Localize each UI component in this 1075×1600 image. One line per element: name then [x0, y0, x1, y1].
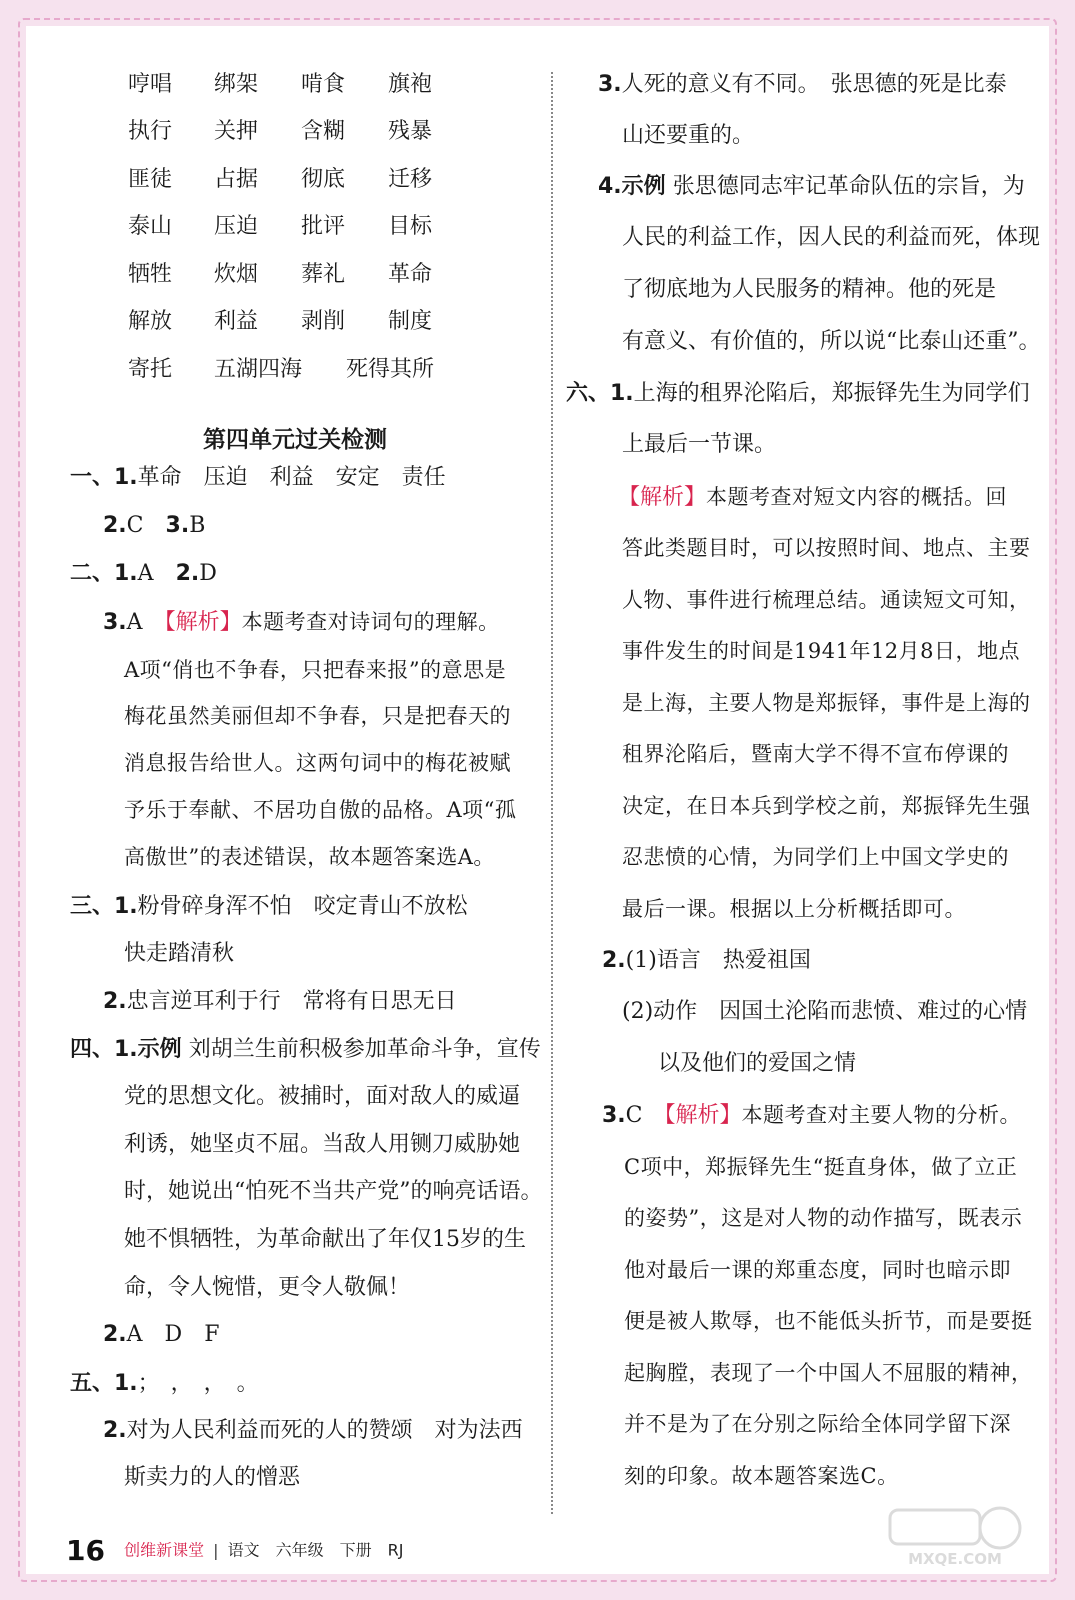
vocab-row [0, 300, 540, 344]
analysis-text: 最后一课。根据以上分析概括即可。 [622, 897, 966, 921]
brand-name: 创维新课堂 [124, 1540, 205, 1560]
analysis-text: 便是被人欺辱，也不能低头折节，而是要挺 [624, 1309, 1033, 1333]
answer-line [70, 1362, 259, 1406]
section-heading: 第四单元过关检测 [203, 427, 387, 453]
question-number: 2. [602, 948, 626, 973]
vocab-word: 目标 [388, 214, 433, 239]
analysis-text: 本题考查对主要人物的分析。 [741, 1103, 1022, 1127]
answer-text: 人死的意义有不同。 张思德的死是比泰 [621, 72, 1007, 97]
answer-line [598, 165, 1025, 209]
analysis-text: 本题考查对短文内容的概括。回 [706, 485, 1008, 509]
answer-text: ； ， ， 。 [137, 1371, 259, 1396]
vocab-word: 泰山 [128, 214, 173, 239]
answer-text: 斯卖力的人的憎恶 [124, 1465, 301, 1490]
answer-text: 以及他们的爱国之情 [658, 1051, 857, 1076]
vocab-word: 批评 [301, 214, 346, 239]
answer-text: (2)动作 因国土沦陷而悲愤、难过的心情 [622, 999, 1028, 1024]
answer-line [70, 552, 217, 596]
vocab-word: 匪徒 [128, 167, 173, 192]
answer-text: 刘胡兰生前积极参加革命斗争，宣传 [188, 1037, 541, 1062]
answer-text: 张思德同志牢记革命队伍的宗旨，为 [672, 174, 1025, 199]
analysis-text: C项中，郑振铎先生“挺直身体，做了立正 [624, 1155, 1018, 1179]
vocab-row [0, 348, 540, 392]
vocab-word: 绑架 [214, 72, 259, 97]
question-number: 3. [165, 513, 190, 538]
analysis-text: 人物、事件进行梳理总结。通读短文可知， [622, 588, 1031, 612]
question-number: 2. [103, 513, 127, 538]
vocab-row [0, 205, 540, 249]
answer-text: D [199, 561, 217, 586]
vocab-word: 执行 [128, 119, 173, 144]
analysis-text: A项“俏也不争春，只把春来报”的意思是 [124, 658, 507, 682]
question-number: 2. [103, 1418, 127, 1443]
vocab-word: 迁移 [388, 167, 433, 192]
question-number: 3. [602, 1103, 626, 1128]
answer-text: C [126, 513, 166, 538]
analysis-text: 并不是为了在分别之际给全体同学留下深 [624, 1412, 1011, 1436]
answer-text: 革命 压迫 利益 安定 责任 [137, 465, 446, 490]
answer-text: 快走踏清秋 [124, 941, 235, 966]
analysis-text: 忍悲愤的心情，为同学们上中国文学史的 [622, 845, 1009, 869]
answer-text: 党的思想文化。被捕时，面对敌人的威逼 [124, 1084, 521, 1109]
answer-text: 利诱，她坚贞不屈。当敌人用铡刀威胁她 [124, 1132, 521, 1157]
answer-text: 对为人民利益而死的人的赞颂 对为法西 [126, 1418, 523, 1443]
answer-line [103, 600, 500, 644]
vocab-word: 占据 [214, 167, 259, 192]
answer-line [103, 504, 205, 548]
question-number: 2. [175, 561, 200, 586]
analysis-text: 本题考查对诗词句的理解。 [241, 610, 500, 634]
answer-text: 粉骨碎身浑不怕 咬定青山不放松 [137, 894, 468, 919]
vocab-word: 哼唱 [128, 72, 173, 97]
answer-text: 人民的利益工作，因人民的利益而死，体现 [622, 225, 1041, 250]
vocab-word: 葬礼 [301, 262, 346, 287]
vocab-word: 解放 [128, 309, 173, 334]
vocab-word: 牺牲 [128, 262, 173, 287]
vocab-word: 炊烟 [214, 262, 259, 287]
answer-text: A [126, 610, 165, 635]
answer-text: 命，令人惋惜，更令人敬佩！ [124, 1275, 411, 1300]
answer-line [103, 980, 457, 1024]
answer-text: 上最后一节课。 [622, 432, 777, 457]
answer-text: B [189, 513, 206, 538]
book-info: 语文 六年级 下册 RJ [227, 1540, 404, 1560]
answer-line [70, 885, 468, 929]
vocab-row [0, 158, 540, 202]
vocab-word: 压迫 [214, 214, 259, 239]
answer-line [103, 1313, 219, 1357]
vocab-word: 含糊 [301, 119, 346, 144]
answer-text: 山还要重的。 [622, 123, 755, 148]
vocab-word: 剥削 [301, 309, 346, 334]
answer-text: A D F [126, 1322, 220, 1347]
answer-line [70, 456, 446, 500]
example-tag: 示例 [137, 1037, 182, 1062]
answer-line [602, 939, 811, 983]
answer-text: 上海的租界沦陷后，郑振铎先生为同学们 [633, 381, 1030, 406]
answer-text: 时，她说出“怕死不当共产党”的响亮话语。 [124, 1179, 543, 1204]
answer-text: 她不惧牺牲，为革命献出了年仅15岁的生 [124, 1227, 526, 1252]
page-footer [66, 1530, 404, 1570]
analysis-label: 【解析】 [618, 485, 707, 510]
question-number: 四、1. [70, 1037, 138, 1062]
analysis-text: 事件发生的时间是1941年12月8日，地点 [622, 639, 1021, 663]
answer-line [103, 1409, 523, 1453]
vocab-word: 旗袍 [388, 72, 433, 97]
answer-line [598, 63, 1007, 107]
answer-text: 了彻底地为人民服务的精神。他的死是 [622, 277, 997, 302]
question-number: 三、1. [70, 894, 138, 919]
analysis-text: 租界沦陷后，暨南大学不得不宣布停课的 [622, 742, 1009, 766]
vocab-word: 寄托 [128, 357, 173, 382]
vocab-row [0, 253, 540, 297]
answer-line [70, 1028, 541, 1072]
vocab-word: 彻底 [301, 167, 346, 192]
analysis-text: 答此类题目时，可以按照时间、地点、主要 [622, 536, 1031, 560]
answer-text: C [625, 1103, 665, 1128]
vocab-word: 五湖四海 [214, 357, 303, 382]
answer-line [566, 372, 1030, 416]
analysis-label: 【解析】 [664, 1103, 742, 1128]
question-number: 五、1. [70, 1371, 138, 1396]
footer-separator: | [213, 1540, 219, 1560]
analysis-label: 【解析】 [164, 610, 242, 635]
analysis-text: 消息报告给世人。这两句词中的梅花被赋 [124, 751, 511, 775]
answer-text: 忠言逆耳利于行 常将有日思无日 [126, 989, 457, 1014]
example-tag: 示例 [621, 174, 666, 199]
answer-text: 有意义、有价值的，所以说“比泰山还重”。 [622, 329, 1041, 354]
vocab-word: 啃食 [301, 72, 346, 97]
vocab-word: 死得其所 [346, 357, 435, 382]
analysis-text: 予乐于奉献、不居功自傲的品格。A项“孤 [124, 798, 517, 822]
answer-line [602, 1093, 1021, 1137]
question-number: 2. [103, 989, 127, 1014]
analysis-text: 刻的印象。故本题答案选C。 [624, 1464, 899, 1488]
analysis-text: 决定，在日本兵到学校之前，郑振铎先生强 [622, 794, 1031, 818]
question-number: 一、1. [70, 465, 138, 490]
analysis-text: 是上海，主要人物是郑振铎，事件是上海的 [622, 691, 1031, 715]
vocab-word: 利益 [214, 309, 259, 334]
question-number: 2. [103, 1322, 127, 1347]
vocab-word: 残暴 [388, 119, 433, 144]
vocab-word: 革命 [388, 262, 433, 287]
watermark-logo-icon [880, 1500, 1030, 1570]
vocab-row [0, 110, 540, 154]
question-number: 3. [103, 610, 127, 635]
answer-text: (1)语言 热爱祖国 [625, 948, 811, 973]
analysis-text: 他对最后一课的郑重态度，同时也暗示即 [624, 1258, 1011, 1282]
page-number: 16 [66, 1533, 105, 1567]
analysis-text: 梅花虽然美丽但却不争春，只是把春天的 [124, 704, 511, 728]
question-number: 3. [598, 72, 622, 97]
vocab-word: 关押 [214, 119, 259, 144]
analysis-text: 的姿势”，这是对人物的动作描写，既表示 [624, 1206, 1023, 1230]
watermark-text: MXQE.COM [908, 1550, 1002, 1568]
question-number: 4. [598, 174, 622, 199]
question-number: 二、1. [70, 561, 138, 586]
vocab-row [0, 63, 540, 107]
answer-line [618, 475, 1007, 519]
vocab-word: 制度 [388, 309, 433, 334]
analysis-text: 高傲世”的表述错误，故本题答案选A。 [124, 845, 495, 869]
analysis-text: 起胸膛，表现了一个中国人不屈服的精神， [624, 1361, 1033, 1385]
question-number: 六、1. [566, 381, 634, 406]
answer-text: A [137, 561, 176, 586]
